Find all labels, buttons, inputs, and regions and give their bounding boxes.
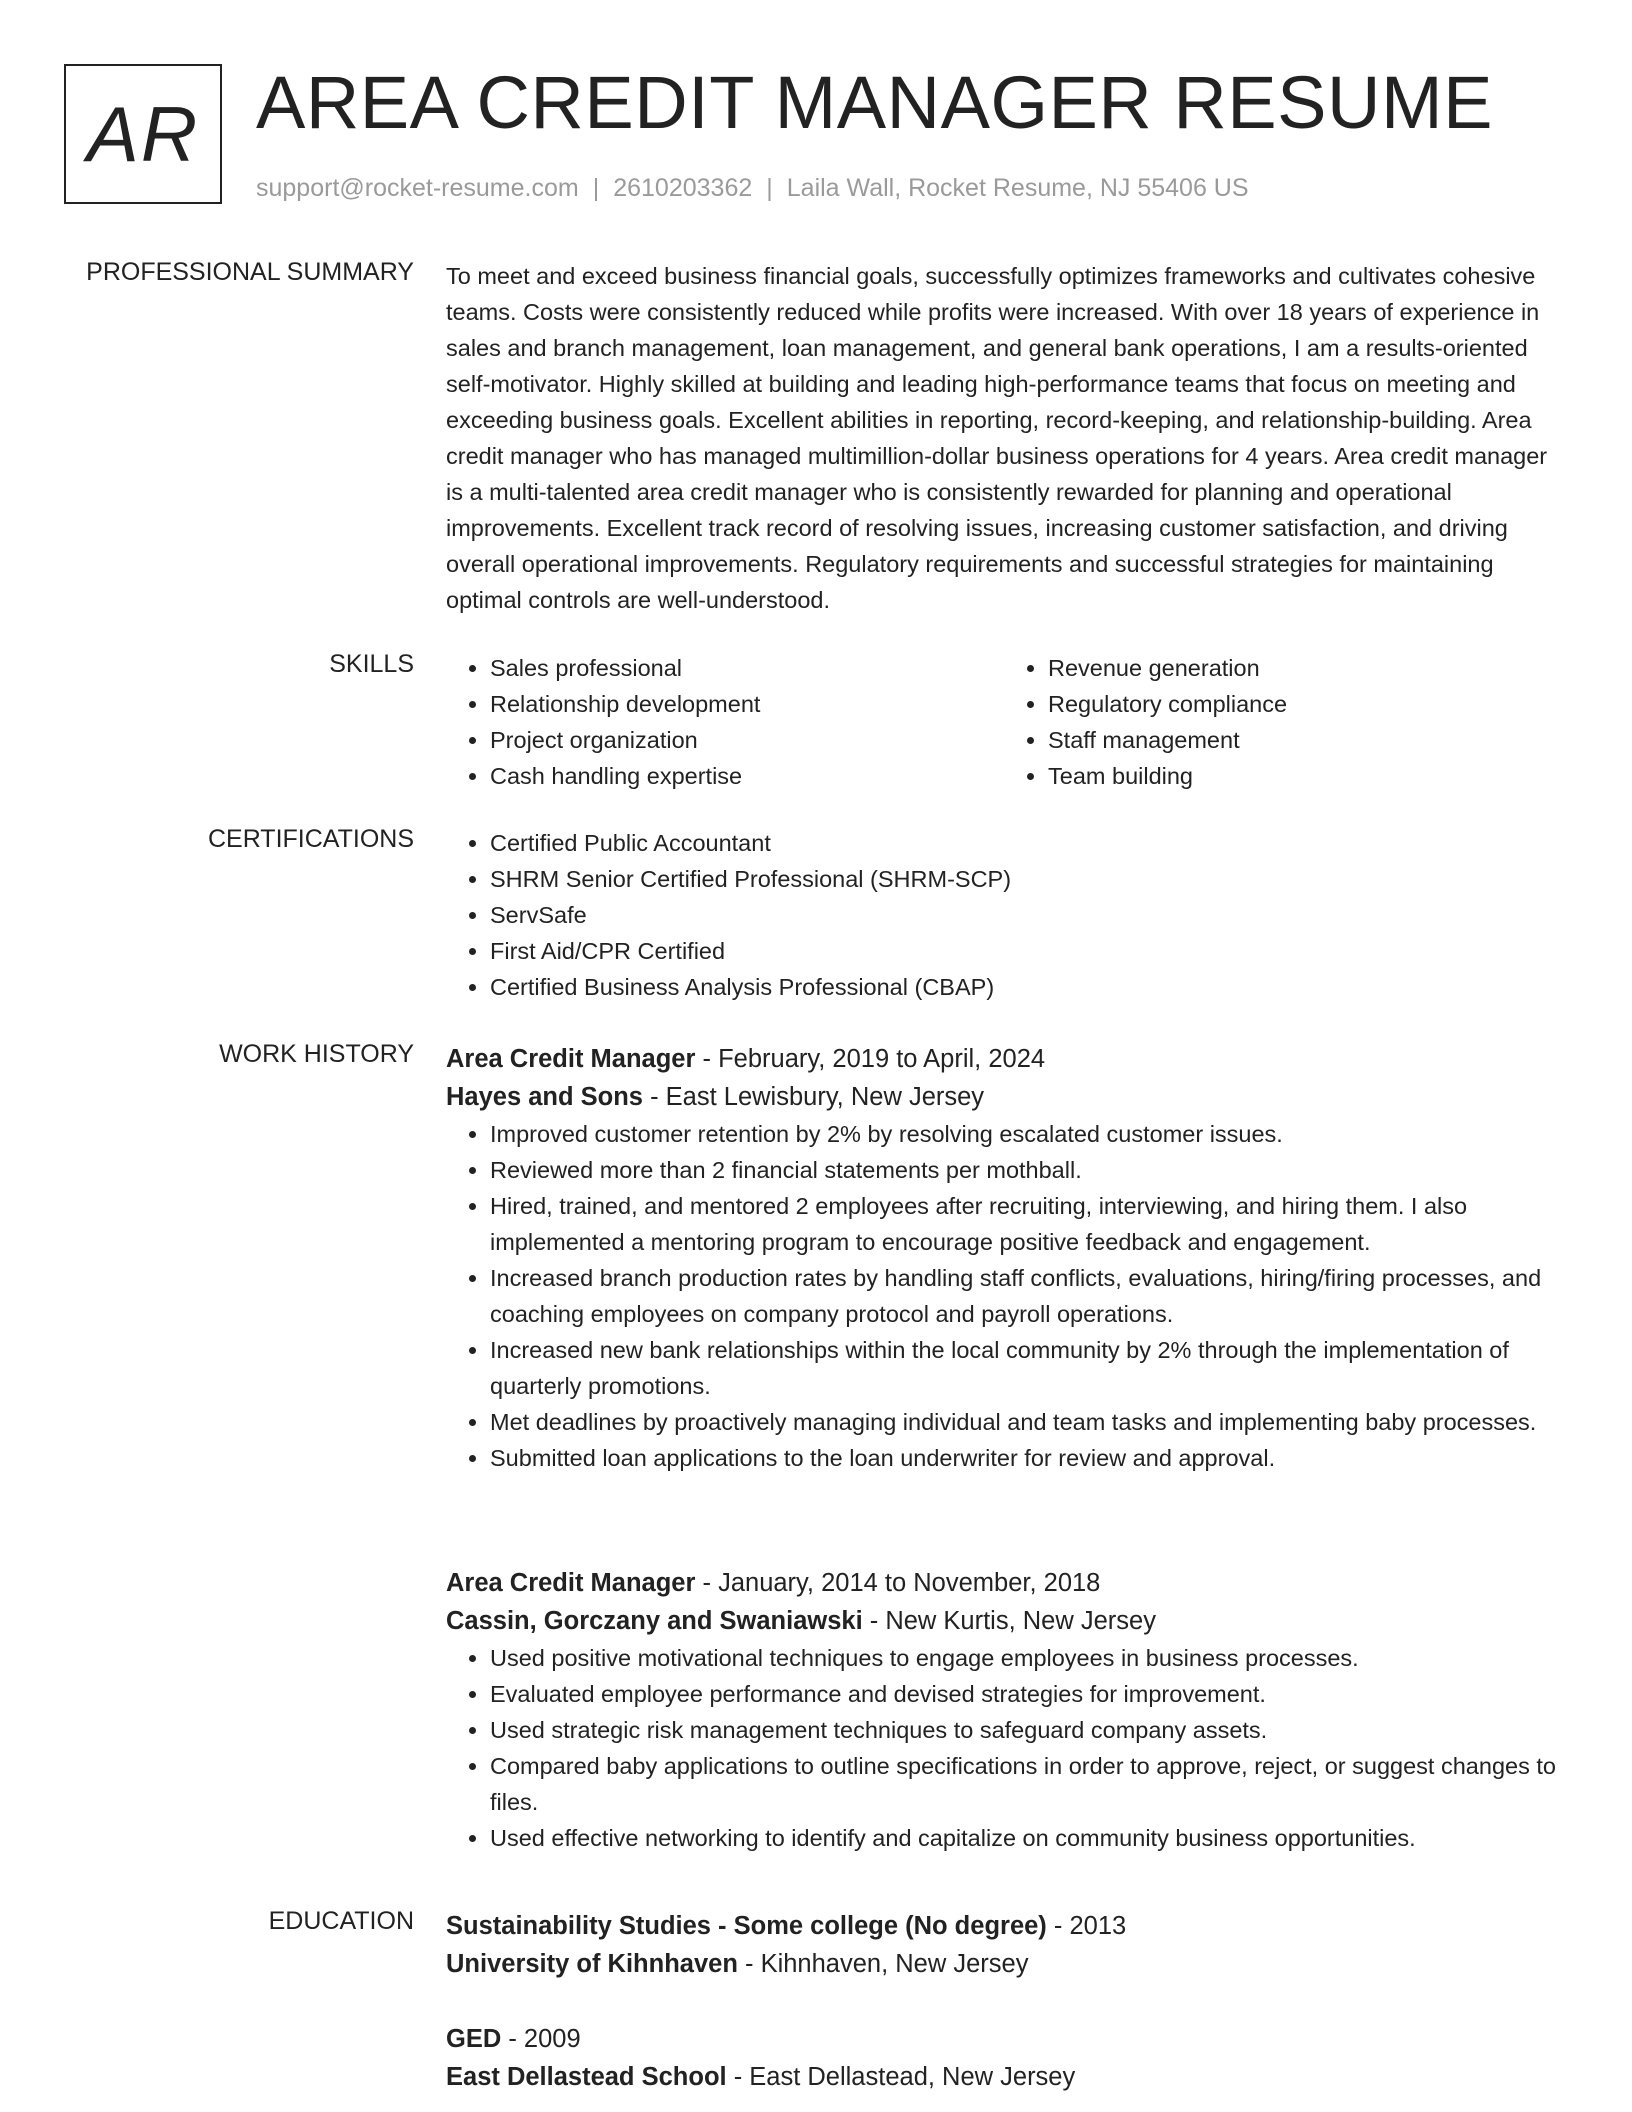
skill-item: • Staff management — [1048, 722, 1562, 758]
certification-item: • SHRM Senior Certified Professional (SHRM-SCP) — [490, 861, 1562, 897]
education-school-line — [446, 2058, 1562, 2096]
job-bullet: • Evaluated employee performance and devised strategies for improvement. — [490, 1676, 1562, 1712]
job-bullet: • Used effective networking to identify and capitalize on community business opportunities. — [490, 1820, 1562, 1856]
education-entry — [446, 2020, 1562, 2096]
job-bullet: • Increased branch production rates by handling staff conflicts, evaluations, hiring/firing processes, and coaching employees on company protocol and payroll operations. — [490, 1260, 1562, 1332]
job-bullet: • Improved customer retention by 2% by resolving escalated customer issues. — [490, 1116, 1562, 1152]
skill-item: • Project organization — [490, 722, 1004, 758]
certification-item: • ServSafe — [490, 897, 1562, 933]
certification-item: • First Aid/CPR Certified — [490, 933, 1562, 969]
skill-item: • Relationship development — [490, 686, 1004, 722]
job-bullet: • Increased new bank relationships within the local community by 2% through the implementation of quarterly promotions. — [490, 1332, 1562, 1404]
job-dates: - February, 2019 to April, 2024 — [695, 1045, 1046, 1073]
education-degree: GED — [446, 2025, 502, 2053]
job-company: Hayes and Sons — [446, 1083, 643, 1111]
job-location: - East Lewisbury, New Jersey — [643, 1083, 985, 1111]
education-location: - East Dellastead, New Jersey — [726, 2063, 1076, 2091]
education-degree-line — [446, 2020, 1562, 2058]
page-title: AREA CREDIT MANAGER RESUME — [256, 61, 1493, 144]
job-bullet: • Used strategic risk management techniques to safeguard company assets. — [490, 1712, 1562, 1748]
job-dates: - January, 2014 to November, 2018 — [695, 1569, 1101, 1597]
skills-label: SKILLS — [329, 650, 414, 678]
contact-separator: | — [766, 174, 773, 202]
job-bullet: • Reviewed more than 2 financial statements per mothball. — [490, 1152, 1562, 1188]
job-entry — [446, 1040, 1562, 1476]
job-entry — [446, 1564, 1562, 1856]
monogram-badge: AR — [64, 64, 222, 204]
education-entry — [446, 1907, 1562, 1983]
contact-separator: | — [592, 174, 600, 202]
skill-item: • Sales professional — [490, 650, 1004, 686]
education-school: University of Kihnhaven — [446, 1950, 738, 1978]
contact-line — [256, 174, 1249, 203]
certifications-list — [446, 825, 1562, 1005]
certification-item: • Certified Public Accountant — [490, 825, 1562, 861]
summary-label: PROFESSIONAL SUMMARY — [86, 258, 414, 286]
skills-list-right — [1004, 650, 1562, 794]
job-title: Area Credit Manager — [446, 1569, 696, 1597]
education-label: EDUCATION — [268, 1907, 414, 1935]
job-bullet: • Hired, trained, and mentored 2 employees after recruiting, interviewing, and hiring them. I also implemented a mentoring program to encourage positive feedback and engagement. — [490, 1188, 1562, 1260]
contact-address: Laila Wall, Rocket Resume, NJ 55406 US — [786, 174, 1249, 202]
job-bullets — [446, 1116, 1562, 1476]
job-bullet: • Met deadlines by proactively managing individual and team tasks and implementing baby processes. — [490, 1404, 1562, 1440]
skill-item: • Revenue generation — [1048, 650, 1562, 686]
education-school-line — [446, 1945, 1562, 1983]
certification-item: • Certified Business Analysis Professional (CBAP) — [490, 969, 1562, 1005]
job-company: Cassin, Gorczany and Swaniawski — [446, 1607, 863, 1635]
contact-phone[interactable]: 2610203362 — [613, 174, 753, 202]
skills-list-left — [446, 650, 1004, 794]
education-year: - 2013 — [1046, 1912, 1127, 1940]
education-year: - 2009 — [501, 2025, 581, 2053]
job-company-line — [446, 1602, 1562, 1640]
resume-header — [64, 61, 1584, 214]
education-school: East Dellastead School — [446, 2063, 727, 2091]
job-title: Area Credit Manager — [446, 1045, 696, 1073]
education-location: - Kihnhaven, New Jersey — [737, 1950, 1029, 1978]
job-title-line — [446, 1564, 1562, 1602]
job-bullet: • Used positive motivational techniques to engage employees in business processes. — [490, 1640, 1562, 1676]
certifications-label: CERTIFICATIONS — [207, 825, 414, 853]
job-bullets — [446, 1640, 1562, 1856]
summary-text: To meet and exceed business financial goals, successfully optimizes frameworks and cultivates cohesive teams. Costs were consistently reduced while profits were increased. With over 18 years of experience in sales and branch management, loan management, and general bank operations, I am a results-oriented self-motivator. Highly skilled at building and leading high-performance teams that focus on meeting and exceeding business goals. Excellent abilities in reporting, record-keeping, and relationship-building. Area credit manager who has managed multimillion-dollar business operations for 4 years. Area credit manager is a multi-talented area credit manager who is consistently rewarded for planning and operational improvements. Excellent track record of resolving issues, increasing customer satisfaction, and driving overall operational improvements. Regulatory requirements and successful strategies for maintaining optimal controls are well-understood. — [446, 263, 1548, 613]
education-degree-line — [446, 1907, 1562, 1945]
education-degree: Sustainability Studies - Some college (No degree) — [446, 1912, 1047, 1940]
contact-email[interactable]: support@rocket-resume.com — [256, 174, 579, 202]
work-history-label: WORK HISTORY — [219, 1040, 414, 1068]
skill-item: • Cash handling expertise — [490, 758, 1004, 794]
job-bullet: • Submitted loan applications to the loan underwriter for review and approval. — [490, 1440, 1562, 1476]
skill-item: • Team building — [1048, 758, 1562, 794]
job-company-line — [446, 1078, 1562, 1116]
job-title-line — [446, 1040, 1562, 1078]
job-bullet: • Compared baby applications to outline specifications in order to approve, reject, or suggest changes to files. — [490, 1748, 1562, 1820]
job-location: - New Kurtis, New Jersey — [862, 1607, 1156, 1635]
skill-item: • Regulatory compliance — [1048, 686, 1562, 722]
